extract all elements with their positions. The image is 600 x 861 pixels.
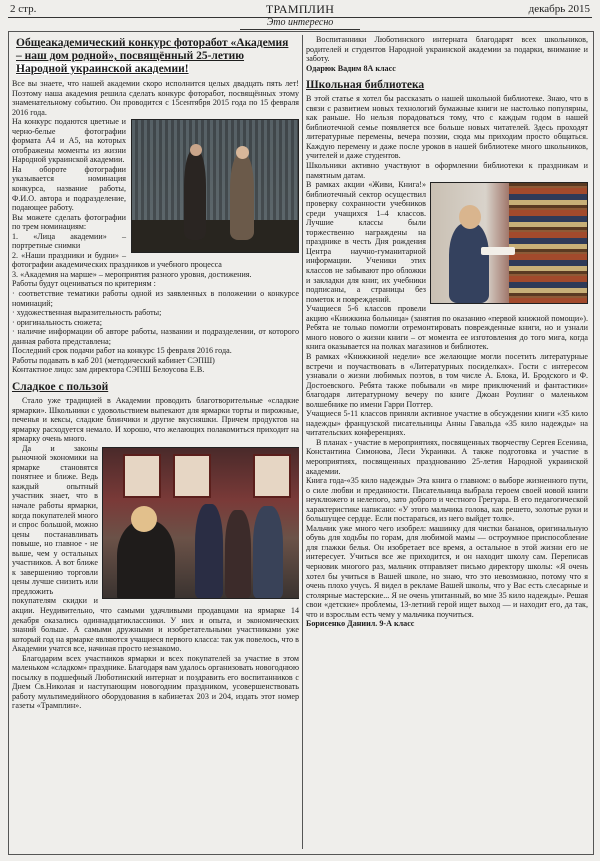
girl-head [459, 205, 481, 229]
open-book [481, 247, 515, 255]
contest-submission-room: Работы подавать в каб 201 (методический кабинет СЭПШ) [12, 355, 215, 365]
library-photo [430, 182, 588, 304]
library-book-of-year: Книга года-«35 кило надежды» Эта книга о главном: о выборе жизненного пути, о силе любви и преданности. Писательница выбрала героем своей новой книги неуклюжего и нелепого, зато доброго и честного Грегуара. В его педагогической характеристике написано: «У этого мальчика голова, как решето, золотые руки и большущее сердце. Если постараться, из него выйдет толк». [306, 476, 588, 524]
library-article-title: Школьная библиотека [306, 79, 425, 92]
library-book-summary: Мальчик уже много чего изобрел: машинку для чистки бананов, оригинальную обувь для ходьбы по горам, для любимой мамы — остроумное приспособление для глажки белья. Он изобретает все время, а остальное в этой жизни его не интересует. Учиться все же приходится, и он находит школу сам. Переписав черновик многого раз, мальчик отправляет письмо директору школы: «Я очень хотел бы учиться в Вашей школе, но знаю, что это невозможно, потому что я очень плохо учусь. Я видел в рекламе Вашей школы, что у Вас есть слесарные и столярные мастерские... Я не очень упитанный, во мне 35 кило надежды». Решая свои «детские» проблемы, 13-летний герой ищет выход — и находит его, да так, что и взрослым есть чему у мальчика поучиться. [306, 523, 588, 619]
student-figure [253, 506, 283, 599]
issue-date: декабрь 2015 [528, 3, 590, 15]
page-header [10, 2, 590, 18]
library-book-hospital: Учащиеся 5-6 классов провели акцию «Книжкина больница» (занятия по оказанию «первой книжной помощи»). Ребята не только помогли отремонтировать поврежденные книги, но и узнали много нового о жизни книги – от момента ее изготовления до того мига, когда книга оказывается на полках магазинов и библиотек. [306, 304, 588, 352]
contest-article-title: Общеакадемический конкурс фоторабот «Академия – наш дом родной», посвящённый 25-летию Народной украинской академии! [16, 37, 289, 75]
contest-deadline: Последний срок подачи работ на конкурс 15 февраля 2016 года. [12, 346, 232, 356]
boy-figure [184, 150, 206, 240]
contest-contact: Контактное лицо: зам директора СЭПШ Белоусова Е.В. [12, 365, 205, 375]
library-book-week: В рамках «Книжкиной недели» все желающие могли посетить литературные встречи и поучаствовать в «Литературных посиделках». Гости с интересом узнавали о жизни любимых поэтов, в том числе А. Блока, И. Бродского и Ф. Достоевского. Ребята также побывали «в мире приключений и фантастики» благодаря литературному вечеру по книге Джоан Роулинг о маленьком волшебнике по имени Гарри Поттер. [306, 351, 588, 409]
criteria-item: · оригинальность сюжета; [12, 317, 102, 327]
library-decoration: Школьники активно участвуют в оформлении библиотеки к праздникам и памятным датам. [306, 161, 588, 180]
newspaper-title: ТРАМПЛИН [265, 2, 335, 16]
contest-label-info: На обороте фотографии указывается номинация конкурса, название работы, Ф.И.О. автора и подразделение, подающее работу. [12, 164, 126, 213]
contest-format: На конкурс подаются цветные и черно-белые фотографии формата А4 и А5, на которых отображены моменты из жизни Народной украинской академии. [12, 117, 126, 165]
criteria-item: · наличие информации об авторе работы, названии и подразделении, от которого данная работа представлена; [12, 327, 299, 346]
library-conference: Учащиеся 5-11 классов приняли активное участие в обсуждении книги «35 кило надежды» французской писательницы Анны Гавальда «35 кило надежды» на читательских конференциях. [306, 409, 588, 438]
contest-nominations-intro: Вы можете сделать фотографии по трем номинациям: [12, 212, 126, 232]
nomination-item: 1. «Лица академии» – портретные снимки [12, 231, 126, 251]
nomination-item: 2. «Наши праздники и будни» – фотографии академических праздников и учебного процесса [12, 250, 222, 270]
right-column [306, 35, 588, 851]
student-figure [195, 504, 223, 599]
fair-thanks: Благодарим всех участников ярмарки и всех покупателей за участие в этом маленьком «сладком» празднике. Благодаря вам удалось организовать новогоднюю посылку в подшефный Люботинский интернат и поздравить его воспитанников с Днем Св.Николая и наступающим новогодним праздником, усовершенствовать работу мультимедийного оборудования в кабинетах 203 и 204, издать этот номер газеты «Трамплин». [12, 653, 299, 711]
criteria-item: · художественная выразительность работы; [12, 308, 162, 318]
woman-head [131, 506, 157, 532]
fair-article-title: Сладкое с пользой [12, 380, 109, 393]
contest-intro: Все вы знаете, что нашей академии скоро исполнится целых двадцать пять лет! Поэтому наша академия решила сделать конкурс фоторабот, посвящённых этому знаменательному событию. Он проводится с 15сентября 2015 года по 15 февраля 2016 года. [12, 79, 299, 117]
column-divider [302, 35, 303, 849]
nomination-item: 3. «Академия на марше» – мероприятия разного уровня, достижения. [12, 269, 252, 279]
section-rubric: Это интересно [240, 17, 360, 30]
girl-figure [449, 223, 489, 303]
girl-figure [230, 154, 254, 240]
fair-author-signature: Одарюк Вадим 8А класс [306, 63, 396, 73]
fair-body: Да и законы рыночной экономики на ярмарке становятся понятнее и ближе. Ведь каждый опытный участник знает, что в начале работы ярмарки, когда покупателей много и спрос большой, можно цены постанавливать повыше, но главное - не выше, чем у остальных участников. А вот ближе к завершению торговли цены лучше снизить или предложить покупателям скидки и акции. Неудивительно, что самыми удачливыми продавцами на ярмарке 14 декабря оказались одиннадцатиклассники. У них и опыта, и экономических знаний больше. А самыми дружными и изобретательными участниками уже который год на ярмарке являются учащиеся первого класса: так уж повелось, что в Академии учатся все, начиная просто незнакомо. [12, 443, 299, 654]
library-intro: В этой статье я хотел бы рассказать о нашей школьной библиотеке. Знаю, что в связи с развитием новых технологий бумажные книги не настолько популярны, как раньше. Но нельзя порадоваться тому, что с каждым годом в нашей библиотечной семье появляется все больше новых читателей. Здесь проходят литературные перемены, вечера поэзии, сюда мы приходим просто общаться. Каждую перемену и даже после уроков в нашей библиотеке много школьников, учителей и даже студентов. [306, 94, 588, 161]
criteria-intro: Работы будут оцениваться по критериям : [12, 279, 156, 289]
student-figure [225, 510, 251, 599]
page-number: 2 стр. [10, 3, 37, 15]
library-author-signature: Борисенко Даниил. 9-А класс [306, 619, 415, 629]
fair-intro: Стало уже традицией в Академии проводить благотворительные «сладкие ярмарки». Школьники с удовольствием выпекают для ярмарки торты и пирожные, печенья и кексы, сладкие блинчики и другие вкусняшки. Причем продуктов на ярмарку расходуется немало. И хорошо, что желающих полакомиться приходит на ярмарку очень много. [12, 395, 299, 444]
library-plans: В планах - участие в мероприятиях, посвященных творчеству Сергея Есенина, Константина Симонова, Леси Украинки. А также подготовка и участие в мероприятиях, посвященных празднованию 25-летия Народной украинской академии. [306, 437, 588, 476]
criteria-item: · соответствие тематики работы одной из заявленных в положении о конкурсе номинаций; [12, 289, 299, 308]
left-column [12, 35, 299, 851]
fair-orphanage-thanks: Воспитанники Люботинского интерната благодарят всех школьников, родителей и студентов Народной украинской академии за подарки, внимание и заботу. [306, 35, 588, 64]
fair-photo [102, 447, 299, 599]
stage-photo [131, 119, 299, 253]
library-campaign: В рамках акции «Живи, Книга!» библиотечный сектор осуществил проверку сохранности учебников среди учащихся 1–4 классов. Лучшие классы были торжественно награждены на празднике в честь Дня рождения Центра научно-гуманитарной информации. Ученики этих классов не забывают про обложки и закладки для книг, их учебники подписаны, а страницы без пометок и повреждений. [306, 180, 426, 304]
